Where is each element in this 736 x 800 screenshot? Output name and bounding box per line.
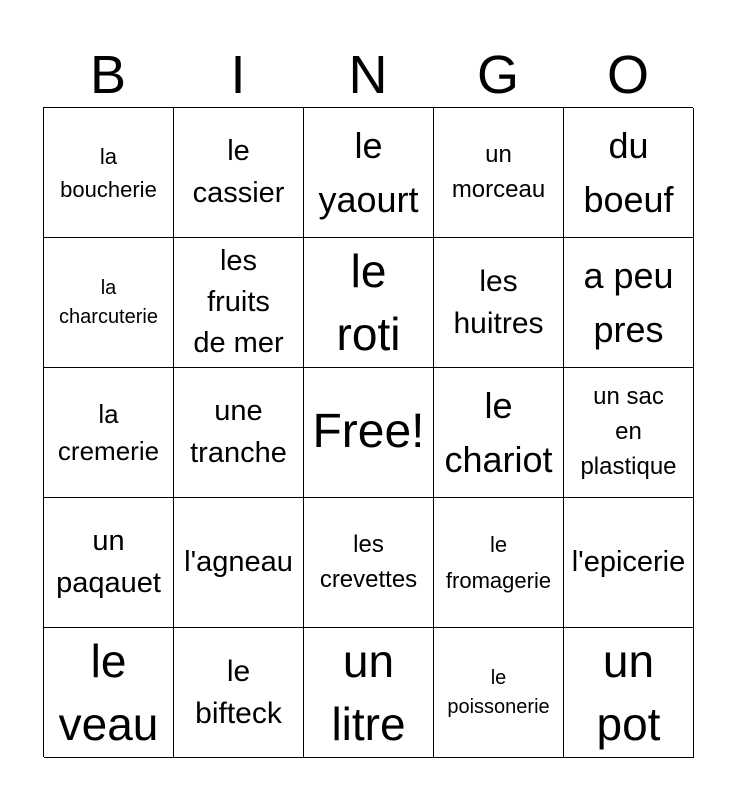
cell-text: le fromagerie — [445, 532, 552, 593]
bingo-cell[interactable] — [174, 628, 304, 758]
cell-text: du boeuf — [583, 124, 674, 220]
bingo-cell[interactable] — [174, 498, 304, 628]
header-letter-i: I — [230, 45, 246, 105]
cell-text: un paqauet — [56, 525, 161, 599]
cell-text: la cremerie — [57, 398, 160, 466]
cell-text: les huitres — [453, 264, 544, 340]
cell-text: le roti — [336, 245, 401, 360]
bingo-cell[interactable] — [564, 238, 694, 368]
bingo-header — [43, 44, 693, 106]
cell-text: l'agneau — [184, 545, 293, 578]
bingo-cell[interactable] — [564, 498, 694, 628]
cell-text: la charcuterie — [59, 276, 158, 328]
cell-text: le chariot — [444, 384, 553, 480]
bingo-cell[interactable] — [44, 628, 174, 758]
bingo-cell[interactable] — [44, 238, 174, 368]
bingo-cell[interactable] — [174, 108, 304, 238]
cell-text: le bifteck — [195, 654, 282, 730]
bingo-cell[interactable] — [304, 498, 434, 628]
bingo-cell[interactable] — [564, 628, 694, 758]
bingo-board — [43, 107, 693, 757]
cell-text: le veau — [58, 635, 159, 750]
cell-text: la boucherie — [60, 143, 157, 202]
cell-text: le cassier — [192, 135, 285, 209]
bingo-cell[interactable] — [44, 108, 174, 238]
cell-text: a peu pres — [583, 254, 674, 350]
header-letter-g: G — [476, 45, 519, 105]
bingo-cell[interactable] — [44, 498, 174, 628]
free-space-text: Free! — [312, 405, 425, 459]
header-letter-b: B — [89, 45, 127, 105]
cell-text: un litre — [331, 635, 406, 750]
cell-text: un pot — [596, 635, 661, 750]
free-space-cell[interactable] — [304, 368, 434, 498]
bingo-cell[interactable] — [564, 108, 694, 238]
bingo-cell[interactable] — [564, 368, 694, 498]
bingo-cell[interactable] — [434, 628, 564, 758]
bingo-cell[interactable] — [304, 238, 434, 368]
cell-text: les crevettes — [319, 530, 418, 593]
bingo-cell[interactable] — [304, 108, 434, 238]
header-letter-n: N — [348, 45, 388, 105]
bingo-cell[interactable] — [434, 368, 564, 498]
cell-text: le poissonerie — [447, 666, 550, 718]
cell-text: un sac en plastique — [580, 383, 677, 480]
cell-text: l'epicerie — [571, 545, 686, 578]
bingo-cell[interactable] — [434, 108, 564, 238]
bingo-cell[interactable] — [434, 498, 564, 628]
bingo-cell[interactable] — [174, 368, 304, 498]
cell-text: un morceau — [451, 140, 546, 203]
bingo-cell[interactable] — [434, 238, 564, 368]
header-letter-o: O — [606, 45, 649, 105]
bingo-cell[interactable] — [304, 628, 434, 758]
bingo-cell[interactable] — [44, 368, 174, 498]
cell-text: les fruits de mer — [193, 244, 284, 360]
cell-text: le yaourt — [318, 124, 419, 220]
cell-text: une tranche — [190, 395, 287, 469]
bingo-cell[interactable] — [174, 238, 304, 368]
